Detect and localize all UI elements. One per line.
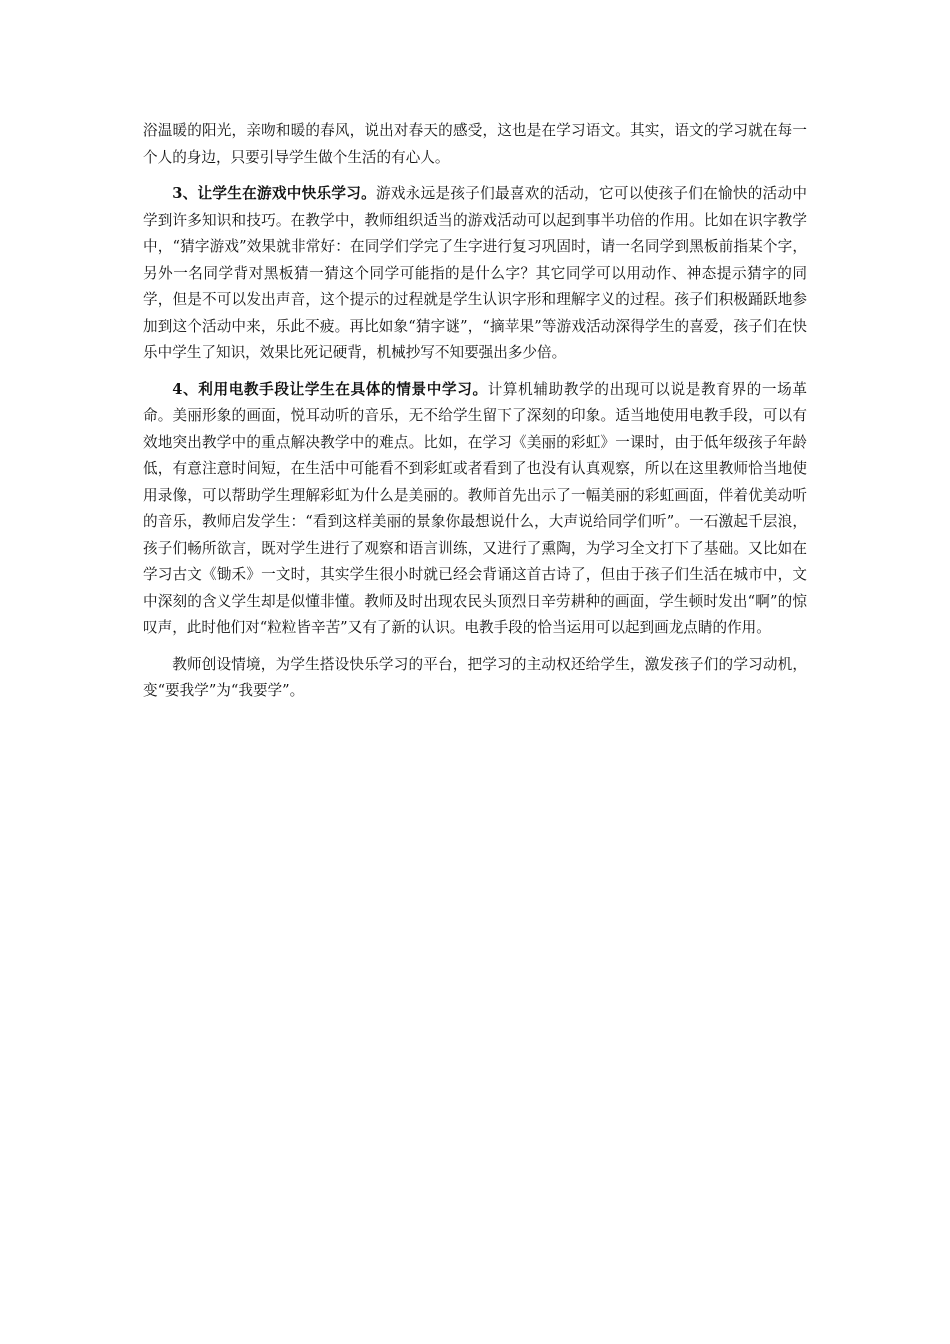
- section-3-heading: 3、让学生在游戏中快乐学习。: [172, 185, 376, 202]
- document-page: [143, 118, 807, 715]
- section-4-text: 计算机辅助教学的出现可以说是教育界的一场革命。美丽形象的画面，悦耳动听的音乐，无不给学生留下了深刻的印象。适当地使用电教手段，可以有效地突出教学中的重点解决教学中的难点。比如，在学习《美丽的彩虹》一课时，由于低年级孩子年龄低，有意注意时间短，在生活中可能看不到彩虹或者看到了也没有认真观察，所以在这里教师恰当地使用录像，可以帮助学生理解彩虹为什么是美丽的。教师首先出示了一幅美丽的彩虹画面，伴着优美动听的音乐，教师启发学生：“看到这样美丽的景象你最想说什么，大声说给同学们听”。一石激起千层浪，孩子们畅所欲言，既对学生进行了观察和语言训练，又进行了熏陶，为学习全文打下了基础。又比如在学习古文《锄禾》一文时，其实学生很小时就已经会背诵这首古诗了，但由于孩子们生活在城市中，文中深刻的含义学生却是似懂非懂。教师及时出现农民头顶烈日辛劳耕种的画面，学生顿时发出“啊”的惊叹声，此时他们对“粒粒皆辛苦”又有了新的认识。电教手段的恰当运用可以起到画龙点睛的作用。: [143, 380, 807, 636]
- paragraph-continuation: [143, 118, 807, 171]
- paragraph-section-4: [143, 377, 807, 642]
- section-4-heading: 4、利用电教手段让学生在具体的情景中学习。: [172, 380, 488, 398]
- section-3-text: 游戏永远是孩子们最喜欢的活动，它可以使孩子们在愉快的活动中学到许多知识和技巧。在教学中，教师组织适当的游戏活动可以起到事半功倍的作用。比如在识字教学中，“猜字游戏”效果就非常好：在同学们学完了生字进行复习巩固时，请一名同学到黑板前指某个字，另外一名同学背对黑板猜一猜这个同学可能指的是什么字？其它同学可以用动作、神态提示猜字的同学，但是不可以发出声音，这个提示的过程就是学生认识字形和理解字义的过程。孩子们积极踊跃地参加到这个活动中来，乐此不疲。再比如象“猜字谜”，“摘苹果”等游戏活动深得学生的喜爱，孩子们在快乐中学生了知识，效果比死记硬背，机械抄写不知要强出多少倍。: [143, 185, 807, 361]
- paragraph-section-3: [143, 181, 807, 367]
- conclusion-text: 教师创设情境，为学生搭设快乐学习的平台，把学习的主动权还给学生，激发孩子们的学习动机，变“要我学”为“我要学”。: [143, 655, 807, 699]
- paragraph-conclusion: [143, 652, 807, 705]
- paragraph-text: 浴温暖的阳光，亲吻和暖的春风，说出对春天的感受，这也是在学习语文。其实，语文的学习就在每一个人的身边，只要引导学生做个生活的有心人。: [143, 122, 807, 166]
